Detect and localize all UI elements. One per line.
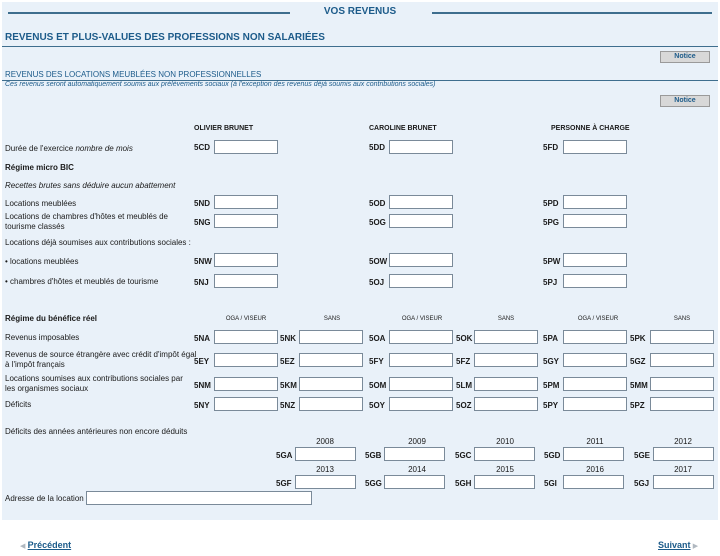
year-2010: 2010 xyxy=(496,437,514,446)
page-title: VOS REVENUS xyxy=(323,6,397,17)
code-5oa: 5OA xyxy=(369,334,386,343)
field-5ng[interactable] xyxy=(214,214,278,228)
code-5ga: 5GA xyxy=(276,451,293,460)
field-5mm[interactable] xyxy=(650,377,714,391)
subcol-oga-2: OGA / VISEUR xyxy=(401,316,443,322)
year-2014: 2014 xyxy=(408,465,426,474)
heading-micro-bic: Régime micro BIC xyxy=(5,163,74,172)
field-adresse[interactable] xyxy=(86,491,312,505)
code-5mm: 5MM xyxy=(630,381,648,390)
field-5ga[interactable] xyxy=(295,447,356,461)
code-5ok: 5OK xyxy=(456,334,473,343)
field-5pm[interactable] xyxy=(563,377,627,391)
code-5pw: 5PW xyxy=(543,257,561,266)
year-2017: 2017 xyxy=(674,465,692,474)
field-5oa[interactable] xyxy=(389,330,453,344)
next-link[interactable] xyxy=(658,540,698,550)
code-5fz: 5FZ xyxy=(456,357,471,366)
section-title: REVENUS ET PLUS-VALUES DES PROFESSIONS NON SALARIÉES xyxy=(5,32,325,43)
field-5og[interactable] xyxy=(389,214,453,228)
label-bullet-chambres: • chambres d'hôtes et meublés de tourisme xyxy=(5,277,159,286)
code-5lm: 5LM xyxy=(456,381,472,390)
subcol-oga-3: OGA / VISEUR xyxy=(577,316,619,322)
field-5nj[interactable] xyxy=(214,274,278,288)
subcol-sans-2: SANS xyxy=(497,316,515,322)
label-recettes: Recettes brutes sans déduire aucun abattement xyxy=(5,181,176,190)
subsection-subtitle: Ces revenus seront automatiquement soumis aux prélèvements sociaux (à l'exception des revenus déjà soumis aux contributions sociales) xyxy=(5,81,436,88)
field-5gy[interactable] xyxy=(563,353,627,367)
notice-button-section[interactable]: Notice xyxy=(660,51,710,63)
code-5gb: 5GB xyxy=(365,451,382,460)
code-5nz: 5NZ xyxy=(280,401,296,410)
subcol-oga-1: OGA / VISEUR xyxy=(225,316,267,322)
code-5gd: 5GD xyxy=(544,451,561,460)
code-5gh: 5GH xyxy=(455,479,472,488)
code-5pa: 5PA xyxy=(543,334,558,343)
label-bullet-meublees: • locations meublées xyxy=(5,257,79,266)
prev-link[interactable] xyxy=(20,540,71,550)
field-5nk[interactable] xyxy=(299,330,363,344)
field-5pa[interactable] xyxy=(563,330,627,344)
code-5nj: 5NJ xyxy=(194,278,209,287)
field-5nd[interactable] xyxy=(214,195,278,209)
field-5cd[interactable] xyxy=(214,140,278,154)
field-5od[interactable] xyxy=(389,195,453,209)
field-5py[interactable] xyxy=(563,397,627,411)
field-5om[interactable] xyxy=(389,377,453,391)
field-5gh[interactable] xyxy=(474,475,535,489)
code-5fd: 5FD xyxy=(543,143,559,152)
heading-regime-reel: Régime du bénéfice réel xyxy=(5,314,98,323)
label-soumises-line2: les organismes sociaux xyxy=(5,384,89,393)
code-5oy: 5OY xyxy=(369,401,386,410)
year-2011: 2011 xyxy=(586,437,604,446)
code-5pm: 5PM xyxy=(543,381,560,390)
field-5ez[interactable] xyxy=(299,353,363,367)
code-5cd: 5CD xyxy=(194,143,211,152)
code-5ez: 5EZ xyxy=(280,357,295,366)
label-soumises-line1: Locations soumises aux contributions sociales par xyxy=(5,374,183,383)
field-5ge[interactable] xyxy=(653,447,714,461)
label-deja-soumises: Locations déjà soumises aux contributions sociales : xyxy=(5,238,191,247)
subcol-sans-1: SANS xyxy=(323,316,341,322)
field-5fz[interactable] xyxy=(474,353,538,367)
label-revenus-imposables: Revenus imposables xyxy=(5,333,80,342)
label-etranger-line1: Revenus de source étrangère avec crédit d'impôt égal xyxy=(5,350,197,359)
code-5km: 5KM xyxy=(280,381,297,390)
field-5ny[interactable] xyxy=(214,397,278,411)
prev-label[interactable]: Précédent xyxy=(27,540,72,550)
code-5ny: 5NY xyxy=(194,401,210,410)
notice-button-subsection[interactable]: Notice xyxy=(660,95,710,107)
label-chambres-line2: tourisme classés xyxy=(5,222,65,231)
code-5na: 5NA xyxy=(194,334,211,343)
code-5nd: 5ND xyxy=(194,199,211,208)
year-2013: 2013 xyxy=(316,465,334,474)
code-5pj: 5PJ xyxy=(543,278,558,287)
field-5gz[interactable] xyxy=(650,353,714,367)
field-5pg[interactable] xyxy=(563,214,627,228)
code-5ge: 5GE xyxy=(634,451,651,460)
code-5og: 5OG xyxy=(369,218,386,227)
field-5dd[interactable] xyxy=(389,140,453,154)
field-5km[interactable] xyxy=(299,377,363,391)
field-5gb[interactable] xyxy=(384,447,445,461)
code-5fy: 5FY xyxy=(369,357,384,366)
year-2012: 2012 xyxy=(674,437,692,446)
code-5gg: 5GG xyxy=(365,479,382,488)
field-5gd[interactable] xyxy=(563,447,624,461)
code-5nm: 5NM xyxy=(194,381,211,390)
field-5fd[interactable] xyxy=(563,140,627,154)
field-5nz[interactable] xyxy=(299,397,363,411)
label-locations-meublees: Locations meublées xyxy=(5,199,77,208)
code-5pz: 5PZ xyxy=(630,401,645,410)
year-2015: 2015 xyxy=(496,465,514,474)
field-5fy[interactable] xyxy=(389,353,453,367)
field-5oz[interactable] xyxy=(474,397,538,411)
field-5oj[interactable] xyxy=(389,274,453,288)
label-duree: Durée de l'exercice nombre de mois xyxy=(5,144,133,153)
code-5gj: 5GJ xyxy=(634,479,650,488)
next-label[interactable]: Suivant xyxy=(658,540,691,550)
arrow-right-icon: ▶ xyxy=(692,543,699,550)
code-5gi: 5GI xyxy=(544,479,557,488)
field-5nw[interactable] xyxy=(214,253,278,267)
column-header-caroline: CAROLINE BRUNET xyxy=(369,125,437,132)
field-5pk[interactable] xyxy=(650,330,714,344)
code-5pk: 5PK xyxy=(630,334,646,343)
arrow-left-icon: ◀ xyxy=(20,543,26,550)
code-5om: 5OM xyxy=(369,381,387,390)
field-5na[interactable] xyxy=(214,330,278,344)
section-rule xyxy=(2,46,718,47)
label-etranger-line2: à l'impôt français xyxy=(5,360,65,369)
field-5ey[interactable] xyxy=(214,353,278,367)
code-5ey: 5EY xyxy=(194,357,210,366)
code-5nw: 5NW xyxy=(194,257,212,266)
field-5pd[interactable] xyxy=(563,195,627,209)
column-header-olivier: OLIVIER BRUNET xyxy=(194,125,254,132)
code-5pg: 5PG xyxy=(543,218,560,227)
field-5oy[interactable] xyxy=(389,397,453,411)
code-5gy: 5GY xyxy=(543,357,560,366)
field-5gj[interactable] xyxy=(653,475,714,489)
label-chambres-line1: Locations de chambres d'hôtes et meublés de xyxy=(5,212,168,221)
label-adresse: Adresse de la location xyxy=(5,494,84,503)
field-5gg[interactable] xyxy=(384,475,445,489)
code-5ng: 5NG xyxy=(194,218,211,227)
code-5ow: 5OW xyxy=(369,257,388,266)
field-5ok[interactable] xyxy=(474,330,538,344)
column-header-personne: PERSONNE À CHARGE xyxy=(551,125,630,132)
code-5dd: 5DD xyxy=(369,143,386,152)
label-deficits-anterieurs: Déficits des années antérieures non encore déduits xyxy=(5,427,188,436)
code-5gf: 5GF xyxy=(276,479,292,488)
subsection-title: REVENUS DES LOCATIONS MEUBLÉES NON PROFESSIONNELLES xyxy=(5,70,262,79)
field-5gc[interactable] xyxy=(474,447,535,461)
field-5pj[interactable] xyxy=(563,274,627,288)
code-5gc: 5GC xyxy=(455,451,472,460)
code-5pd: 5PD xyxy=(543,199,559,208)
field-5nm[interactable] xyxy=(214,377,278,391)
year-2016: 2016 xyxy=(586,465,604,474)
code-5oj: 5OJ xyxy=(369,278,385,287)
subcol-sans-3: SANS xyxy=(673,316,691,322)
field-5gf[interactable] xyxy=(295,475,356,489)
field-5ow[interactable] xyxy=(389,253,453,267)
year-2009: 2009 xyxy=(408,437,426,446)
code-5od: 5OD xyxy=(369,199,386,208)
field-5lm[interactable] xyxy=(474,377,538,391)
code-5gz: 5GZ xyxy=(630,357,646,366)
year-2008: 2008 xyxy=(316,437,334,446)
field-5pz[interactable] xyxy=(650,397,714,411)
label-deficits: Déficits xyxy=(5,400,32,409)
field-5pw[interactable] xyxy=(563,253,627,267)
field-5gi[interactable] xyxy=(563,475,624,489)
code-5nk: 5NK xyxy=(280,334,297,343)
code-5oz: 5OZ xyxy=(456,401,472,410)
code-5py: 5PY xyxy=(543,401,559,410)
